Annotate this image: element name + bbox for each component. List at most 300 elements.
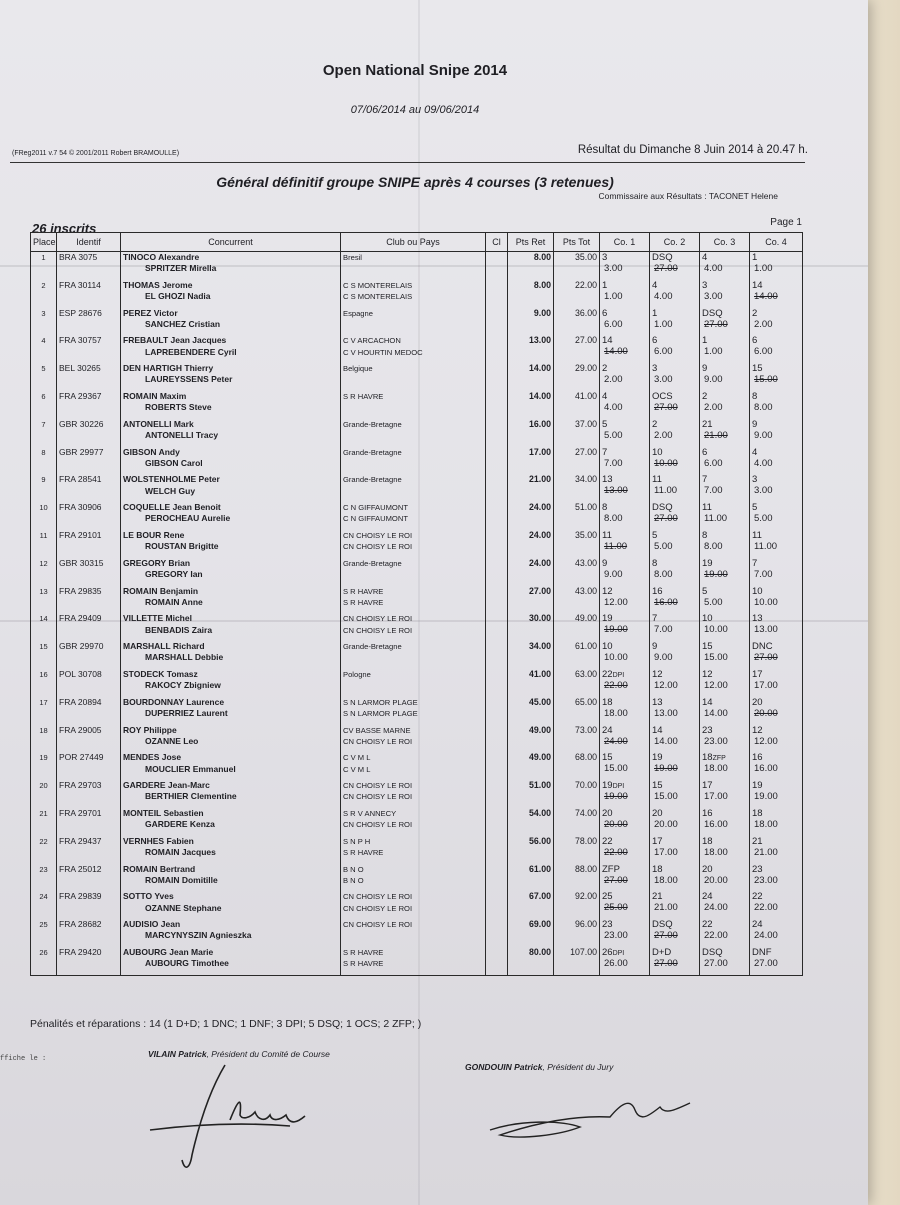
crew-name: LAPREBENDERE Cyril <box>145 346 237 357</box>
race-points: 9.00 <box>654 652 673 664</box>
race-2-cell <box>650 752 700 780</box>
helm-name: AUBOURG Jean Marie <box>123 946 214 957</box>
race-rank-value: 12 <box>752 724 763 736</box>
competitor-cell <box>121 864 341 892</box>
result-row <box>31 836 803 864</box>
race-rank <box>752 280 800 291</box>
sail-number-cell: FRA 29409 <box>57 613 121 641</box>
race-rank-value: 20 <box>752 696 763 708</box>
club-helm: S R V ANNECY <box>343 808 397 818</box>
race-3-cell <box>700 502 750 530</box>
race-rank-value: 8 <box>752 390 758 402</box>
race-rank <box>702 363 747 374</box>
points-retained-cell: 21.00 <box>508 474 554 502</box>
race-2-cell <box>650 474 700 502</box>
race-rank <box>702 530 747 541</box>
race-rank-value: 9 <box>752 418 758 430</box>
event-dates: 07/06/2014 au 09/06/2014 <box>350 104 480 116</box>
race-rank <box>602 530 647 541</box>
competitor-cell <box>121 474 341 502</box>
class-cell <box>486 919 508 947</box>
race-1-cell <box>600 474 650 502</box>
race-rank <box>652 836 697 847</box>
race-4-cell <box>750 419 803 447</box>
race-points: 15.00 <box>704 652 728 664</box>
race-rank-value: 9 <box>652 641 658 653</box>
class-cell <box>486 335 508 363</box>
result-row <box>31 558 803 586</box>
crew-name: BENBADIS Zaira <box>145 624 213 635</box>
race-rank <box>752 780 800 791</box>
race-points: 7.00 <box>704 485 723 497</box>
points-total-cell: 70.00 <box>554 780 600 808</box>
race-4-cell <box>750 502 803 530</box>
race-points: 7.00 <box>604 457 623 469</box>
race-rank <box>652 502 697 513</box>
race-rank <box>752 308 800 319</box>
col-header-place: Place <box>31 233 57 252</box>
race-rank <box>702 558 747 569</box>
crew-name: EL GHOZI Nadia <box>145 291 211 301</box>
class-cell <box>486 725 508 753</box>
class-cell <box>486 697 508 725</box>
club-helm: Espagne <box>343 308 373 318</box>
race-1-cell <box>600 530 650 558</box>
race-rank-value: 2 <box>752 307 758 319</box>
result-row <box>31 780 803 808</box>
race-points: 13.00 <box>654 707 678 719</box>
race-rank <box>702 836 747 847</box>
penalties-summary: Pénalités et réparations : 14 (1 D+D; 1 DNC; 1 DNF; 3 DPI; 5 DSQ; 1 OCS; 2 ZFP; ) <box>30 1018 422 1030</box>
race-2-cell <box>650 252 700 280</box>
race-rank <box>752 419 800 430</box>
club-helm: B N O <box>343 864 364 874</box>
club-cell <box>341 280 486 308</box>
points-retained-cell: 67.00 <box>508 891 554 919</box>
place-cell: 5 <box>31 363 57 391</box>
race-rank-value: 18 <box>702 752 713 764</box>
points-retained-cell: 49.00 <box>508 752 554 780</box>
race-2-cell <box>650 558 700 586</box>
result-row <box>31 864 803 892</box>
points-retained-cell: 16.00 <box>508 419 554 447</box>
class-cell <box>486 891 508 919</box>
result-row <box>31 280 803 308</box>
race-3-cell <box>700 530 750 558</box>
points-retained-cell: 8.00 <box>508 280 554 308</box>
race-3-cell <box>700 947 750 975</box>
race-2-cell <box>650 919 700 947</box>
race-rank-value: 6 <box>752 335 758 347</box>
race-points: 10.00 <box>754 596 778 608</box>
place-cell: 20 <box>31 780 57 808</box>
race-rank-value: 17 <box>752 668 763 680</box>
helm-name: ROMAIN Benjamin <box>123 585 199 596</box>
race-points: 12.00 <box>754 735 778 747</box>
race-rank <box>702 808 747 819</box>
helm-name: ROMAIN Bertrand <box>123 863 196 874</box>
competitor-cell <box>121 919 341 947</box>
table-header-row <box>31 233 803 252</box>
race-rank <box>652 391 697 402</box>
club-crew: B N O <box>343 875 364 885</box>
club-helm: Grande-Bretagne <box>343 558 402 568</box>
race-rank-value: 15 <box>702 641 713 653</box>
race-points: 7.00 <box>654 624 673 636</box>
race-points: 21.00 <box>704 429 728 441</box>
points-total-cell: 43.00 <box>554 558 600 586</box>
race-points: 24.00 <box>754 930 778 942</box>
signature-gondouin <box>480 1075 700 1155</box>
club-cell <box>341 836 486 864</box>
race-rank <box>702 586 747 597</box>
race-4-cell <box>750 669 803 697</box>
club-cell <box>341 919 486 947</box>
race-rank <box>702 280 747 291</box>
helm-name: VERNHES Fabien <box>123 835 194 846</box>
club-helm: Grande-Bretagne <box>343 447 402 457</box>
place-cell: 16 <box>31 669 57 697</box>
race-2-cell <box>650 419 700 447</box>
race-points: 10.00 <box>604 652 628 664</box>
helm-name: SOTTO Yves <box>123 891 174 902</box>
race-rank-value: 22 <box>602 668 613 680</box>
club-helm: CN CHOISY LE ROI <box>343 920 413 930</box>
race-1-cell <box>600 780 650 808</box>
points-retained-cell: 34.00 <box>508 641 554 669</box>
race-penalty-code: DPI <box>612 949 625 957</box>
race-rank-value: 4 <box>702 252 708 263</box>
sail-number-cell: FRA 29839 <box>57 891 121 919</box>
competitor-cell <box>121 725 341 753</box>
club-cell <box>341 419 486 447</box>
race-rank-value: 2 <box>702 390 708 402</box>
race-points: 19.00 <box>654 763 678 775</box>
points-total-cell: 96.00 <box>554 919 600 947</box>
race-rank <box>602 725 647 736</box>
club-helm: C N GIFFAUMONT <box>343 503 408 513</box>
club-crew: CN CHOISY LE ROI <box>343 820 413 830</box>
race-1-cell <box>600 947 650 975</box>
points-retained-cell: 14.00 <box>508 363 554 391</box>
result-row <box>31 641 803 669</box>
helm-name: GREGORY Brian <box>123 557 191 568</box>
race-rank-value: DSQ <box>652 919 673 931</box>
result-row <box>31 502 803 530</box>
race-4-cell <box>750 530 803 558</box>
points-total-cell: 88.00 <box>554 864 600 892</box>
class-cell <box>486 530 508 558</box>
race-points: 27.00 <box>754 957 778 969</box>
competitor-cell <box>121 808 341 836</box>
race-rank-value: 22 <box>702 919 713 931</box>
race-rank <box>752 641 800 652</box>
points-total-cell: 22.00 <box>554 280 600 308</box>
race-rank <box>702 725 747 736</box>
race-2-cell <box>650 447 700 475</box>
race-rank <box>602 363 647 374</box>
race-rank <box>652 752 697 763</box>
crew-name: MOUCLIER Emmanuel <box>145 763 236 774</box>
result-row <box>31 252 803 280</box>
result-row <box>31 613 803 641</box>
club-helm: CN CHOISY LE ROI <box>343 781 413 791</box>
place-cell: 12 <box>31 558 57 586</box>
race-4-cell <box>750 586 803 614</box>
race-points: 5.00 <box>604 429 623 441</box>
place-cell: 14 <box>31 613 57 641</box>
race-rank-value: 22 <box>752 891 763 903</box>
race-4-cell <box>750 252 803 280</box>
class-cell <box>486 252 508 280</box>
result-row <box>31 447 803 475</box>
helm-name: LE BOUR Rene <box>123 529 185 540</box>
class-cell <box>486 280 508 308</box>
race-2-cell <box>650 725 700 753</box>
club-helm: Belgique <box>343 364 373 374</box>
race-rank-value: 10 <box>752 585 763 597</box>
race-points: 22.00 <box>604 846 628 858</box>
sail-number-cell: FRA 29835 <box>57 586 121 614</box>
col-header-race-2: Co. 2 <box>650 233 700 252</box>
race-2-cell <box>650 308 700 336</box>
place-cell: 15 <box>31 641 57 669</box>
sail-number-cell: FRA 29703 <box>57 780 121 808</box>
race-1-cell <box>600 919 650 947</box>
club-cell <box>341 613 486 641</box>
race-points: 19.00 <box>604 624 628 636</box>
race-rank <box>652 808 697 819</box>
crew-name: AUBOURG Timothee <box>145 958 229 969</box>
race-1-cell <box>600 752 650 780</box>
results-table <box>30 232 803 976</box>
race-rank-value: 20 <box>702 863 713 875</box>
club-helm: C S MONTERELAIS <box>343 280 413 290</box>
points-total-cell: 34.00 <box>554 474 600 502</box>
result-row <box>31 419 803 447</box>
race-rank-value: 16 <box>752 752 763 764</box>
race-points: 27.00 <box>754 652 778 664</box>
club-helm: Grande-Bretagne <box>343 642 402 652</box>
race-points: 8.00 <box>704 540 723 552</box>
club-cell <box>341 697 486 725</box>
race-3-cell <box>700 474 750 502</box>
race-points: 27.00 <box>654 930 678 942</box>
sail-number-cell: FRA 29367 <box>57 391 121 419</box>
sail-number-cell: GBR 30226 <box>57 419 121 447</box>
race-rank <box>602 502 647 513</box>
race-rank <box>752 252 800 263</box>
class-cell <box>486 864 508 892</box>
race-rank-value: 19 <box>652 752 663 764</box>
race-rank-value: 24 <box>702 891 713 903</box>
race-points: 13.00 <box>754 624 778 636</box>
race-rank-value: 3 <box>702 279 708 291</box>
points-retained-cell: 54.00 <box>508 808 554 836</box>
club-cell <box>341 447 486 475</box>
points-total-cell: 41.00 <box>554 391 600 419</box>
club-helm: S R HAVRE <box>343 586 384 596</box>
race-points: 2.00 <box>704 401 723 413</box>
race-rank-value: 16 <box>702 807 713 819</box>
race-rank-value: 16 <box>652 585 663 597</box>
sail-number-cell: GBR 29970 <box>57 641 121 669</box>
place-cell: 22 <box>31 836 57 864</box>
race-points: 5.00 <box>704 596 723 608</box>
points-total-cell: 61.00 <box>554 641 600 669</box>
race-penalty-code: DPI <box>612 671 625 679</box>
place-cell: 19 <box>31 752 57 780</box>
race-points: 20.00 <box>604 818 628 830</box>
competitor-cell <box>121 363 341 391</box>
sail-number-cell: FRA 28682 <box>57 919 121 947</box>
race-points: 20.00 <box>704 874 728 886</box>
helm-name: ANTONELLI Mark <box>123 418 194 429</box>
race-rank-value: 23 <box>752 863 763 875</box>
helm-name: TINOCO Alexandre <box>123 252 200 262</box>
race-2-cell <box>650 891 700 919</box>
race-rank-value: 2 <box>652 418 658 430</box>
club-helm: CN CHOISY LE ROI <box>343 892 413 902</box>
race-rank-value: 26 <box>602 946 613 958</box>
race-rank <box>602 808 647 819</box>
race-points: 27.00 <box>654 957 678 969</box>
competitor-cell <box>121 697 341 725</box>
race-rank-value: 19 <box>702 557 713 569</box>
crew-name: WELCH Guy <box>145 485 196 496</box>
points-total-cell: 43.00 <box>554 586 600 614</box>
race-2-cell <box>650 613 700 641</box>
race-rank-value: 7 <box>702 474 708 486</box>
race-4-cell <box>750 947 803 975</box>
sail-number-cell: GBR 29977 <box>57 447 121 475</box>
race-rank <box>652 669 697 680</box>
race-rank-value: 13 <box>652 696 663 708</box>
race-points: 14.00 <box>654 735 678 747</box>
place-cell: 18 <box>31 725 57 753</box>
points-retained-cell: 69.00 <box>508 919 554 947</box>
race-1-cell <box>600 669 650 697</box>
race-rank-value: 19 <box>752 780 763 792</box>
race-rank-value: 1 <box>702 335 708 347</box>
race-rank <box>702 752 747 763</box>
race-4-cell <box>750 363 803 391</box>
race-4-cell <box>750 391 803 419</box>
helm-name: BOURDONNAY Laurence <box>123 696 225 707</box>
points-retained-cell: 30.00 <box>508 613 554 641</box>
race-rank-value: 18 <box>752 807 763 819</box>
race-1-cell <box>600 836 650 864</box>
points-retained-cell: 51.00 <box>508 780 554 808</box>
race-points: 18.00 <box>704 846 728 858</box>
competitor-cell <box>121 252 341 280</box>
club-crew: C V HOURTIN MEDOC <box>343 347 423 357</box>
result-row <box>31 725 803 753</box>
race-2-cell <box>650 363 700 391</box>
signature-vilain <box>130 1060 330 1180</box>
race-points: 27.00 <box>654 263 678 274</box>
race-rank <box>602 669 647 680</box>
sail-number-cell: POL 30708 <box>57 669 121 697</box>
race-4-cell <box>750 447 803 475</box>
race-rank <box>602 335 647 346</box>
race-rank-value: 2 <box>602 363 608 375</box>
race-points: 6.00 <box>654 346 673 358</box>
competitor-cell <box>121 558 341 586</box>
race-points: 10.00 <box>654 457 678 469</box>
helm-name: DEN HARTIGH Thierry <box>123 363 214 374</box>
points-retained-cell: 41.00 <box>508 669 554 697</box>
race-points: 1.00 <box>654 318 673 330</box>
race-rank-value: 3 <box>652 363 658 375</box>
race-rank-value: 24 <box>602 724 613 736</box>
club-helm: CN CHOISY LE ROI <box>343 530 413 540</box>
place-cell: 8 <box>31 447 57 475</box>
club-cell <box>341 725 486 753</box>
club-cell <box>341 391 486 419</box>
race-4-cell <box>750 752 803 780</box>
race-rank-value: 18 <box>602 696 613 708</box>
points-total-cell: 35.00 <box>554 252 600 280</box>
race-2-cell <box>650 502 700 530</box>
place-cell: 21 <box>31 808 57 836</box>
race-rank <box>752 669 800 680</box>
place-cell: 3 <box>31 308 57 336</box>
race-3-cell <box>700 558 750 586</box>
club-helm: S R HAVRE <box>343 391 384 401</box>
place-cell: 1 <box>31 252 57 280</box>
sail-number-cell: FRA 30114 <box>57 280 121 308</box>
race-rank-value: 13 <box>752 613 763 625</box>
place-cell: 13 <box>31 586 57 614</box>
race-rank <box>752 752 800 763</box>
race-rank-value: 15 <box>752 363 763 375</box>
race-1-cell <box>600 502 650 530</box>
sail-number-cell: FRA 29701 <box>57 808 121 836</box>
race-rank <box>602 391 647 402</box>
crew-name: GARDERE Kenza <box>145 819 215 830</box>
race-committee-signatory <box>148 1049 330 1059</box>
competitor-cell <box>121 502 341 530</box>
race-1-cell <box>600 280 650 308</box>
race-points: 20.00 <box>754 707 778 719</box>
race-3-cell <box>700 280 750 308</box>
club-crew: S R HAVRE <box>343 847 384 857</box>
race-rank <box>602 474 647 485</box>
race-rank <box>602 613 647 624</box>
result-row <box>31 697 803 725</box>
club-helm: Bresil <box>343 253 362 262</box>
points-total-cell: 73.00 <box>554 725 600 753</box>
race-rank <box>702 391 747 402</box>
race-rank <box>652 419 697 430</box>
race-rank-value: 23 <box>702 724 713 736</box>
sail-number-cell: GBR 30315 <box>57 558 121 586</box>
race-rank-value: 4 <box>752 446 758 458</box>
race-rank-value: DNC <box>752 641 773 653</box>
race-rank <box>752 613 800 624</box>
sail-number-cell: BEL 30265 <box>57 363 121 391</box>
helm-name: VILLETTE Michel <box>123 613 192 624</box>
club-crew: CN CHOISY LE ROI <box>343 625 413 635</box>
race-committee-role: , Président du Comité de Course <box>206 1049 330 1059</box>
race-2-cell <box>650 391 700 419</box>
race-rank-value: 10 <box>602 641 613 653</box>
crew-name: GREGORY Ian <box>145 568 203 579</box>
race-rank-value: DSQ <box>702 946 723 958</box>
race-points: 15.00 <box>654 791 678 803</box>
col-header-concurrent: Concurrent <box>121 233 341 252</box>
